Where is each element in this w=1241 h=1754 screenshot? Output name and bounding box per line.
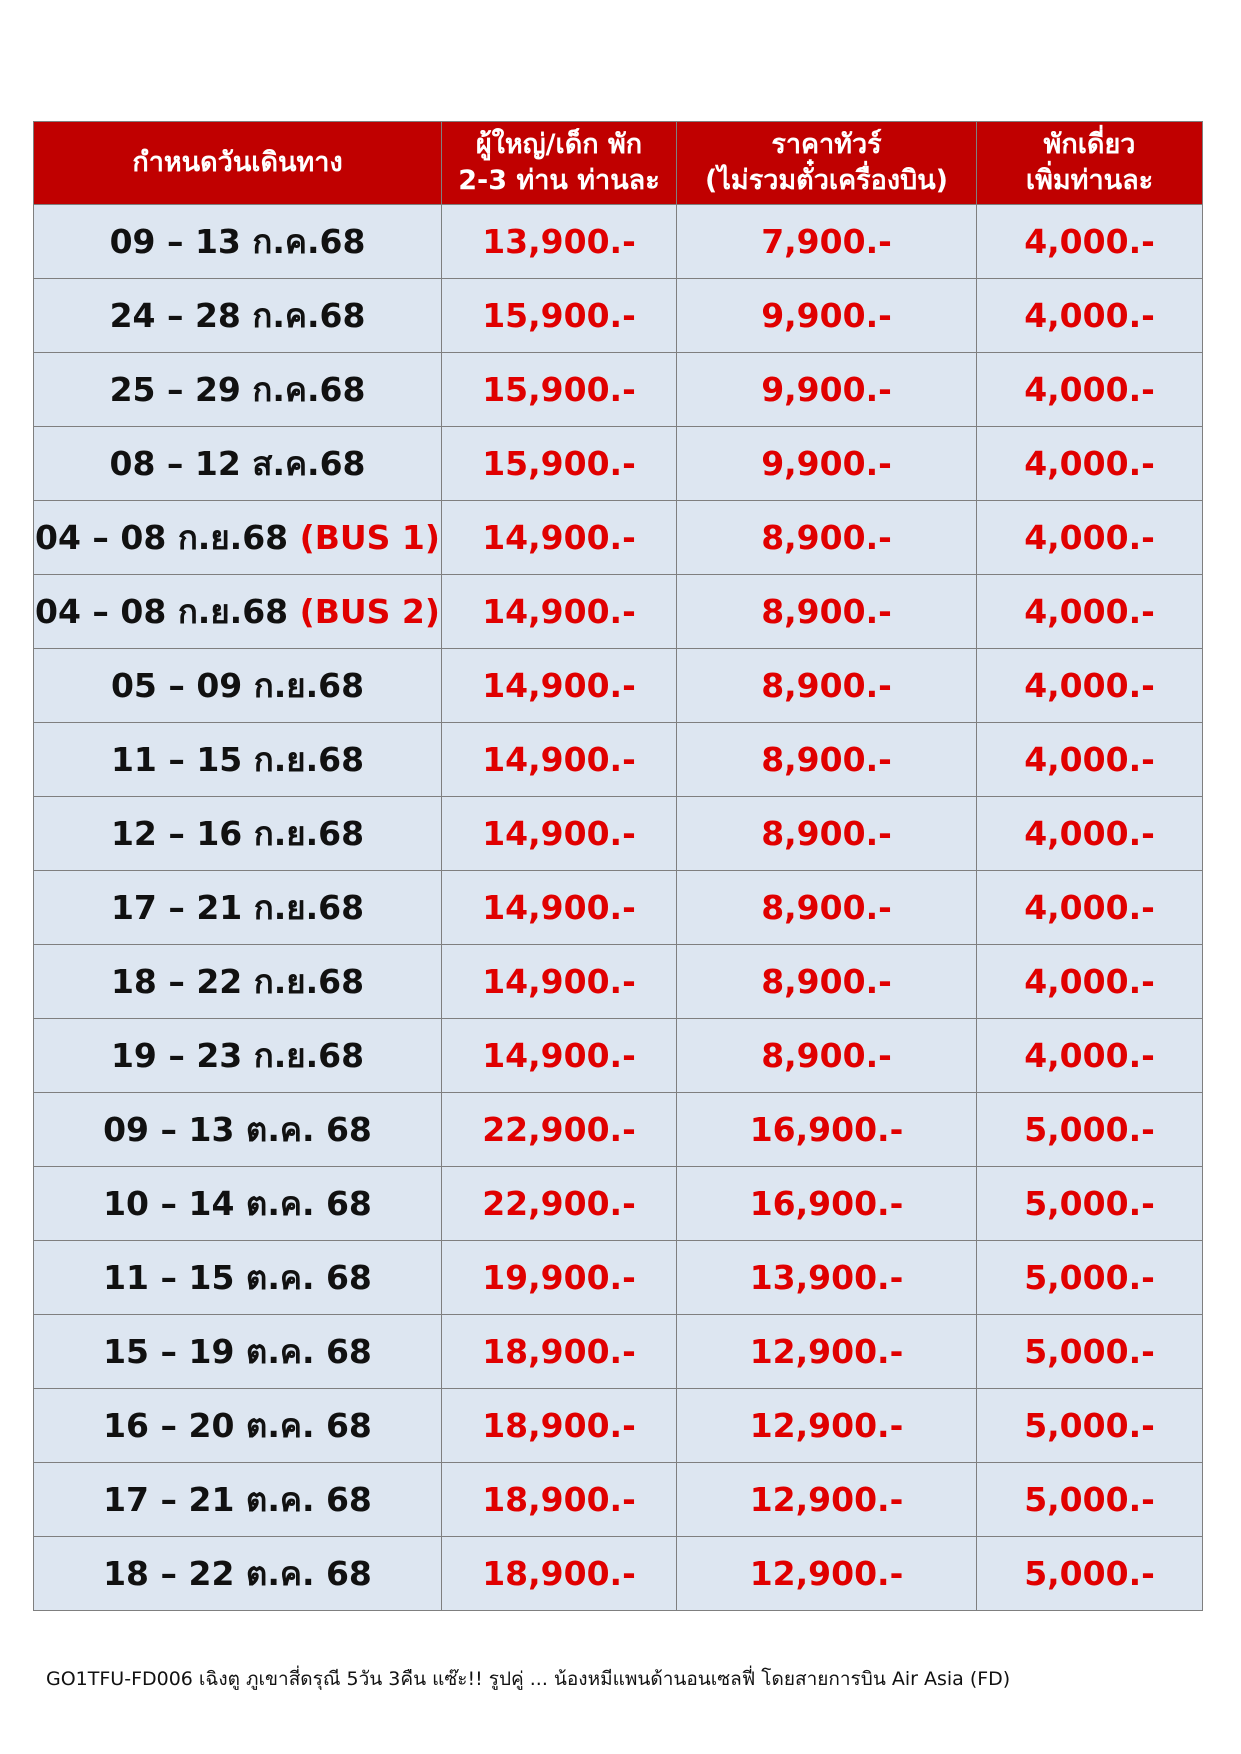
single-supplement-cell: 5,000.- <box>977 1537 1203 1611</box>
tour-price-cell: 8,900.- <box>677 575 977 649</box>
single-supplement-cell: 4,000.- <box>977 1019 1203 1093</box>
tour-price-cell: 8,900.- <box>677 1019 977 1093</box>
single-supplement-cell: 4,000.- <box>977 945 1203 1019</box>
adult-child-price-cell: 18,900.- <box>442 1463 677 1537</box>
table-row <box>34 205 1203 279</box>
travel-date: 17 – 21 ต.ค. 68 <box>103 1480 372 1519</box>
table-row <box>34 1389 1203 1463</box>
single-supplement-cell: 5,000.- <box>977 1241 1203 1315</box>
header-line: พักเดี่ยว <box>1043 129 1136 160</box>
price-table-header <box>34 122 1203 205</box>
tour-price-cell: 12,900.- <box>677 1315 977 1389</box>
single-supplement-cell: 5,000.- <box>977 1463 1203 1537</box>
single-supplement-cell: 5,000.- <box>977 1093 1203 1167</box>
tour-price-cell: 8,900.- <box>677 797 977 871</box>
travel-date-cell <box>34 723 442 797</box>
single-supplement-cell: 4,000.- <box>977 797 1203 871</box>
travel-date-cell <box>34 575 442 649</box>
adult-child-price-cell: 14,900.- <box>442 1019 677 1093</box>
travel-date-cell <box>34 353 442 427</box>
travel-date-cell <box>34 501 442 575</box>
single-supplement-cell: 4,000.- <box>977 649 1203 723</box>
travel-date-cell <box>34 945 442 1019</box>
travel-date-cell <box>34 1167 442 1241</box>
travel-date: 18 – 22 ก.ย.68 <box>110 962 365 1001</box>
travel-date-cell <box>34 1463 442 1537</box>
adult-child-price-cell: 15,900.- <box>442 353 677 427</box>
tour-price-cell: 13,900.- <box>677 1241 977 1315</box>
tour-price-cell: 8,900.- <box>677 501 977 575</box>
travel-date-cell <box>34 205 442 279</box>
single-supplement-cell: 5,000.- <box>977 1167 1203 1241</box>
table-row <box>34 1463 1203 1537</box>
header-line: (ไม่รวมตั๋วเครื่องบิน) <box>705 165 948 196</box>
tour-price-cell: 9,900.- <box>677 353 977 427</box>
travel-date-cell <box>34 279 442 353</box>
single-supplement-cell: 5,000.- <box>977 1315 1203 1389</box>
header-line: 2-3 ท่าน ท่านละ <box>458 165 660 196</box>
table-row <box>34 1241 1203 1315</box>
table-row <box>34 797 1203 871</box>
travel-date: 10 – 14 ต.ค. 68 <box>103 1184 372 1223</box>
travel-date: 12 – 16 ก.ย.68 <box>110 814 365 853</box>
travel-date-cell <box>34 1241 442 1315</box>
travel-date: 19 – 23 ก.ย.68 <box>110 1036 365 1075</box>
table-row <box>34 575 1203 649</box>
travel-date: 09 – 13 ก.ค.68 <box>109 222 366 261</box>
travel-date-cell <box>34 1019 442 1093</box>
tour-price-cell: 12,900.- <box>677 1463 977 1537</box>
travel-date-cell <box>34 1537 442 1611</box>
table-row <box>34 723 1203 797</box>
tour-price-cell: 16,900.- <box>677 1167 977 1241</box>
travel-date-cell <box>34 427 442 501</box>
adult-child-price-cell: 14,900.- <box>442 797 677 871</box>
tour-price-cell: 7,900.- <box>677 205 977 279</box>
bus-label: (BUS 1) <box>299 518 440 557</box>
tour-price-cell: 9,900.- <box>677 279 977 353</box>
header-tour-price <box>677 122 977 205</box>
footer-tour-code: GO1TFU-FD006 เฉิงตู ภูเขาสี่ดรุณี 5วัน 3คืน แซ๊ะ!! รูปคู่ ... น้องหมีแพนด้านอนเซลฟี่ โดยสายการบิน Air Asia (FD) <box>46 1668 1011 1690</box>
tour-price-cell: 12,900.- <box>677 1537 977 1611</box>
single-supplement-cell: 4,000.- <box>977 501 1203 575</box>
adult-child-price-cell: 14,900.- <box>442 575 677 649</box>
header-adult-child-price <box>442 122 677 205</box>
single-supplement-cell: 4,000.- <box>977 279 1203 353</box>
tour-price-cell: 16,900.- <box>677 1093 977 1167</box>
header-single-supplement <box>977 122 1203 205</box>
travel-date-cell <box>34 1093 442 1167</box>
header-line: เพิ่มท่านละ <box>1025 165 1154 196</box>
travel-date: 17 – 21 ก.ย.68 <box>110 888 365 927</box>
tour-price-cell: 8,900.- <box>677 945 977 1019</box>
table-row <box>34 1167 1203 1241</box>
tour-price-cell: 8,900.- <box>677 649 977 723</box>
header-line: ราคาทัวร์ <box>771 129 882 160</box>
tour-price-cell: 12,900.- <box>677 1389 977 1463</box>
travel-date-cell <box>34 1389 442 1463</box>
single-supplement-cell: 4,000.- <box>977 871 1203 945</box>
table-row <box>34 1019 1203 1093</box>
single-supplement-cell: 4,000.- <box>977 723 1203 797</box>
travel-date: 15 – 19 ต.ค. 68 <box>103 1332 372 1371</box>
table-row <box>34 353 1203 427</box>
adult-child-price-cell: 22,900.- <box>442 1167 677 1241</box>
tour-price-cell: 8,900.- <box>677 723 977 797</box>
header-line: กำหนดวันเดินทาง <box>132 147 343 178</box>
travel-date: 08 – 12 ส.ค.68 <box>109 444 366 483</box>
table-row <box>34 1537 1203 1611</box>
table-row <box>34 279 1203 353</box>
tour-price-cell: 8,900.- <box>677 871 977 945</box>
adult-child-price-cell: 19,900.- <box>442 1241 677 1315</box>
table-row <box>34 501 1203 575</box>
tour-price-cell: 9,900.- <box>677 427 977 501</box>
single-supplement-cell: 4,000.- <box>977 575 1203 649</box>
adult-child-price-cell: 15,900.- <box>442 279 677 353</box>
adult-child-price-cell: 14,900.- <box>442 501 677 575</box>
travel-date-cell <box>34 1315 442 1389</box>
table-row <box>34 1315 1203 1389</box>
adult-child-price-cell: 14,900.- <box>442 649 677 723</box>
travel-date: 16 – 20 ต.ค. 68 <box>103 1406 372 1445</box>
header-line: ผู้ใหญ่/เด็ก พัก <box>475 129 643 160</box>
table-row <box>34 1093 1203 1167</box>
travel-date: 11 – 15 ก.ย.68 <box>110 740 365 779</box>
table-row <box>34 427 1203 501</box>
travel-date: 09 – 13 ต.ค. 68 <box>103 1110 372 1149</box>
travel-date: 05 – 09 ก.ย.68 <box>110 666 365 705</box>
travel-date-cell <box>34 649 442 723</box>
bus-label: (BUS 2) <box>299 592 440 631</box>
adult-child-price-cell: 18,900.- <box>442 1315 677 1389</box>
price-table <box>33 121 1203 1611</box>
travel-date: 24 – 28 ก.ค.68 <box>109 296 366 335</box>
adult-child-price-cell: 14,900.- <box>442 871 677 945</box>
single-supplement-cell: 4,000.- <box>977 205 1203 279</box>
adult-child-price-cell: 14,900.- <box>442 945 677 1019</box>
travel-date: 18 – 22 ต.ค. 68 <box>103 1554 372 1593</box>
travel-date-cell <box>34 871 442 945</box>
travel-date: 04 – 08 ก.ย.68 <box>35 518 289 557</box>
single-supplement-cell: 4,000.- <box>977 353 1203 427</box>
header-row <box>34 122 1203 205</box>
travel-date: 25 – 29 ก.ค.68 <box>109 370 366 409</box>
adult-child-price-cell: 18,900.- <box>442 1389 677 1463</box>
table-row <box>34 945 1203 1019</box>
table-row <box>34 649 1203 723</box>
price-table-body <box>34 205 1203 1611</box>
adult-child-price-cell: 18,900.- <box>442 1537 677 1611</box>
table-row <box>34 871 1203 945</box>
single-supplement-cell: 5,000.- <box>977 1389 1203 1463</box>
header-travel-date <box>34 122 442 205</box>
adult-child-price-cell: 15,900.- <box>442 427 677 501</box>
travel-date: 11 – 15 ต.ค. 68 <box>103 1258 372 1297</box>
single-supplement-cell: 4,000.- <box>977 427 1203 501</box>
travel-date: 04 – 08 ก.ย.68 <box>35 592 289 631</box>
adult-child-price-cell: 14,900.- <box>442 723 677 797</box>
adult-child-price-cell: 13,900.- <box>442 205 677 279</box>
travel-date-cell <box>34 797 442 871</box>
adult-child-price-cell: 22,900.- <box>442 1093 677 1167</box>
